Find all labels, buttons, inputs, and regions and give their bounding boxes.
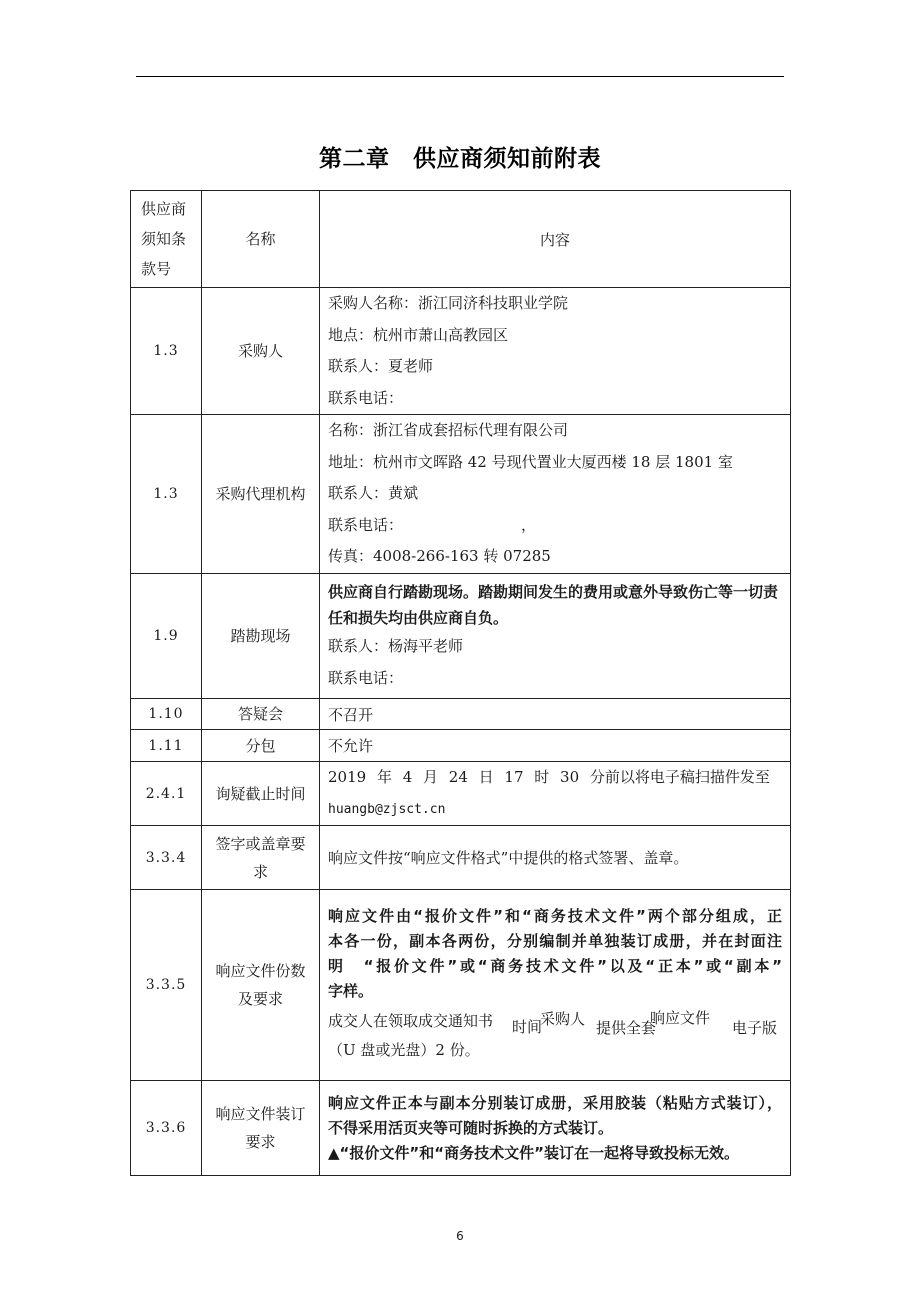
bold-line: 不得采用活页夹等可随时拆换的方式装订。 (328, 1118, 614, 1137)
table-row (131, 288, 791, 415)
row-content (320, 890, 791, 1081)
bold-notice: 供应商自行踏勘现场。踏勘期间发生的费用或意外导致伤亡等一切责任和损失均由供应商自负。 (328, 583, 779, 627)
clause-number: 1.3 (131, 288, 202, 415)
row-content: 响应文件按“响应文件格式”中提供的格式签署、盖章。 (320, 826, 791, 890)
content-line: 联系人：黄斌 (328, 484, 419, 503)
bold-line: 字样。 (328, 982, 374, 1000)
bidder-instructions-table (130, 190, 791, 1176)
content-line: 联系电话： (328, 388, 404, 407)
table-row (131, 699, 791, 730)
row-content (320, 288, 791, 415)
row-content (320, 1081, 791, 1176)
row-name: 询疑截止时间 (202, 762, 320, 826)
header-name: 名称 (202, 191, 320, 288)
row-content (320, 762, 791, 826)
chapter-title: 第二章 供应商须知前附表 (319, 146, 601, 172)
content-line: 传真：4008-266-163 转 07285 (328, 547, 551, 566)
content-line: 联系人：夏老师 (328, 357, 434, 375)
content-line: 联系电话： (328, 668, 404, 687)
table-row (131, 826, 791, 890)
clause-number: 3.3.5 (131, 890, 202, 1081)
clause-number: 1.10 (131, 699, 202, 730)
clause-number: 1.11 (131, 730, 202, 762)
table-row (131, 890, 791, 1081)
bold-line: 明 “报价文件”或“商务技术文件”以及“正本”或“副本” (328, 957, 782, 975)
clause-number: 1.9 (131, 574, 202, 699)
content-line: 采购人名称：浙江同济科技职业学院 (328, 294, 569, 312)
row-name: 采购人 (202, 288, 320, 415)
table-row (131, 1081, 791, 1176)
content-line: 名称：浙江省成套招标代理有限公司 (328, 421, 569, 440)
table-row (131, 415, 791, 574)
content-line: 2019 年 4 月 24 日 17 时 30 分前以将电子稿扫描件发至 (328, 768, 770, 786)
clause-number: 3.3.6 (131, 1081, 202, 1176)
table-row (131, 574, 791, 699)
page-number: 6 (456, 1229, 464, 1243)
row-content (320, 415, 791, 574)
table-row (131, 730, 791, 762)
warning-line: ▲“报价文件”和“商务技术文件”装订在一起将导致投标无效。 (328, 1143, 739, 1162)
clause-number: 2.4.1 (131, 762, 202, 826)
row-name: 答疑会 (202, 699, 320, 730)
content-line: 地址：杭州市文晖路 42 号现代置业大厦西楼 18 层 1801 室 (328, 452, 733, 471)
row-content (320, 574, 791, 699)
content-line: （U 盘或光盘）2 份。 (328, 1041, 480, 1059)
header-content: 内容 (320, 191, 791, 288)
row-name: 响应文件份数 及要求 (202, 890, 320, 1081)
scattered-line: 成交人在领取成交通知书 时间 采购人 提供全套 响应文件 电子版 (328, 1009, 778, 1037)
row-content: 不允许 (320, 730, 791, 762)
email-address: huangb@zjsct.cn (328, 801, 446, 817)
content-line: 联系人：杨海平老师 (328, 637, 464, 655)
table-header-row (131, 191, 791, 288)
row-content: 不召开 (320, 699, 791, 730)
row-name: 签字或盖章要 求 (202, 826, 320, 890)
bold-line: 本各一份，副本各两份，分别编制并单独装订成册，并在封面注 (328, 932, 782, 950)
row-name: 采购代理机构 (202, 415, 320, 574)
table-row (131, 762, 791, 826)
bold-line: 响应文件由“报价文件”和“商务技术文件”两个部分组成，正 (328, 907, 782, 925)
header-clause-no: 供应商 须知条 款号 (131, 191, 202, 288)
content-line: 地点：杭州市萧山高教园区 (328, 325, 509, 344)
clause-number: 3.3.4 (131, 826, 202, 890)
row-name: 响应文件装订 要求 (202, 1081, 320, 1176)
header-rule (136, 76, 784, 77)
clause-number: 1.3 (131, 415, 202, 574)
row-name: 分包 (202, 730, 320, 762)
bold-line: 响应文件正本与副本分别装订成册，采用胶装（粘贴方式装订）， (328, 1093, 782, 1112)
content-line: 联系电话： ， (328, 515, 537, 534)
row-name: 踏勘现场 (202, 574, 320, 699)
